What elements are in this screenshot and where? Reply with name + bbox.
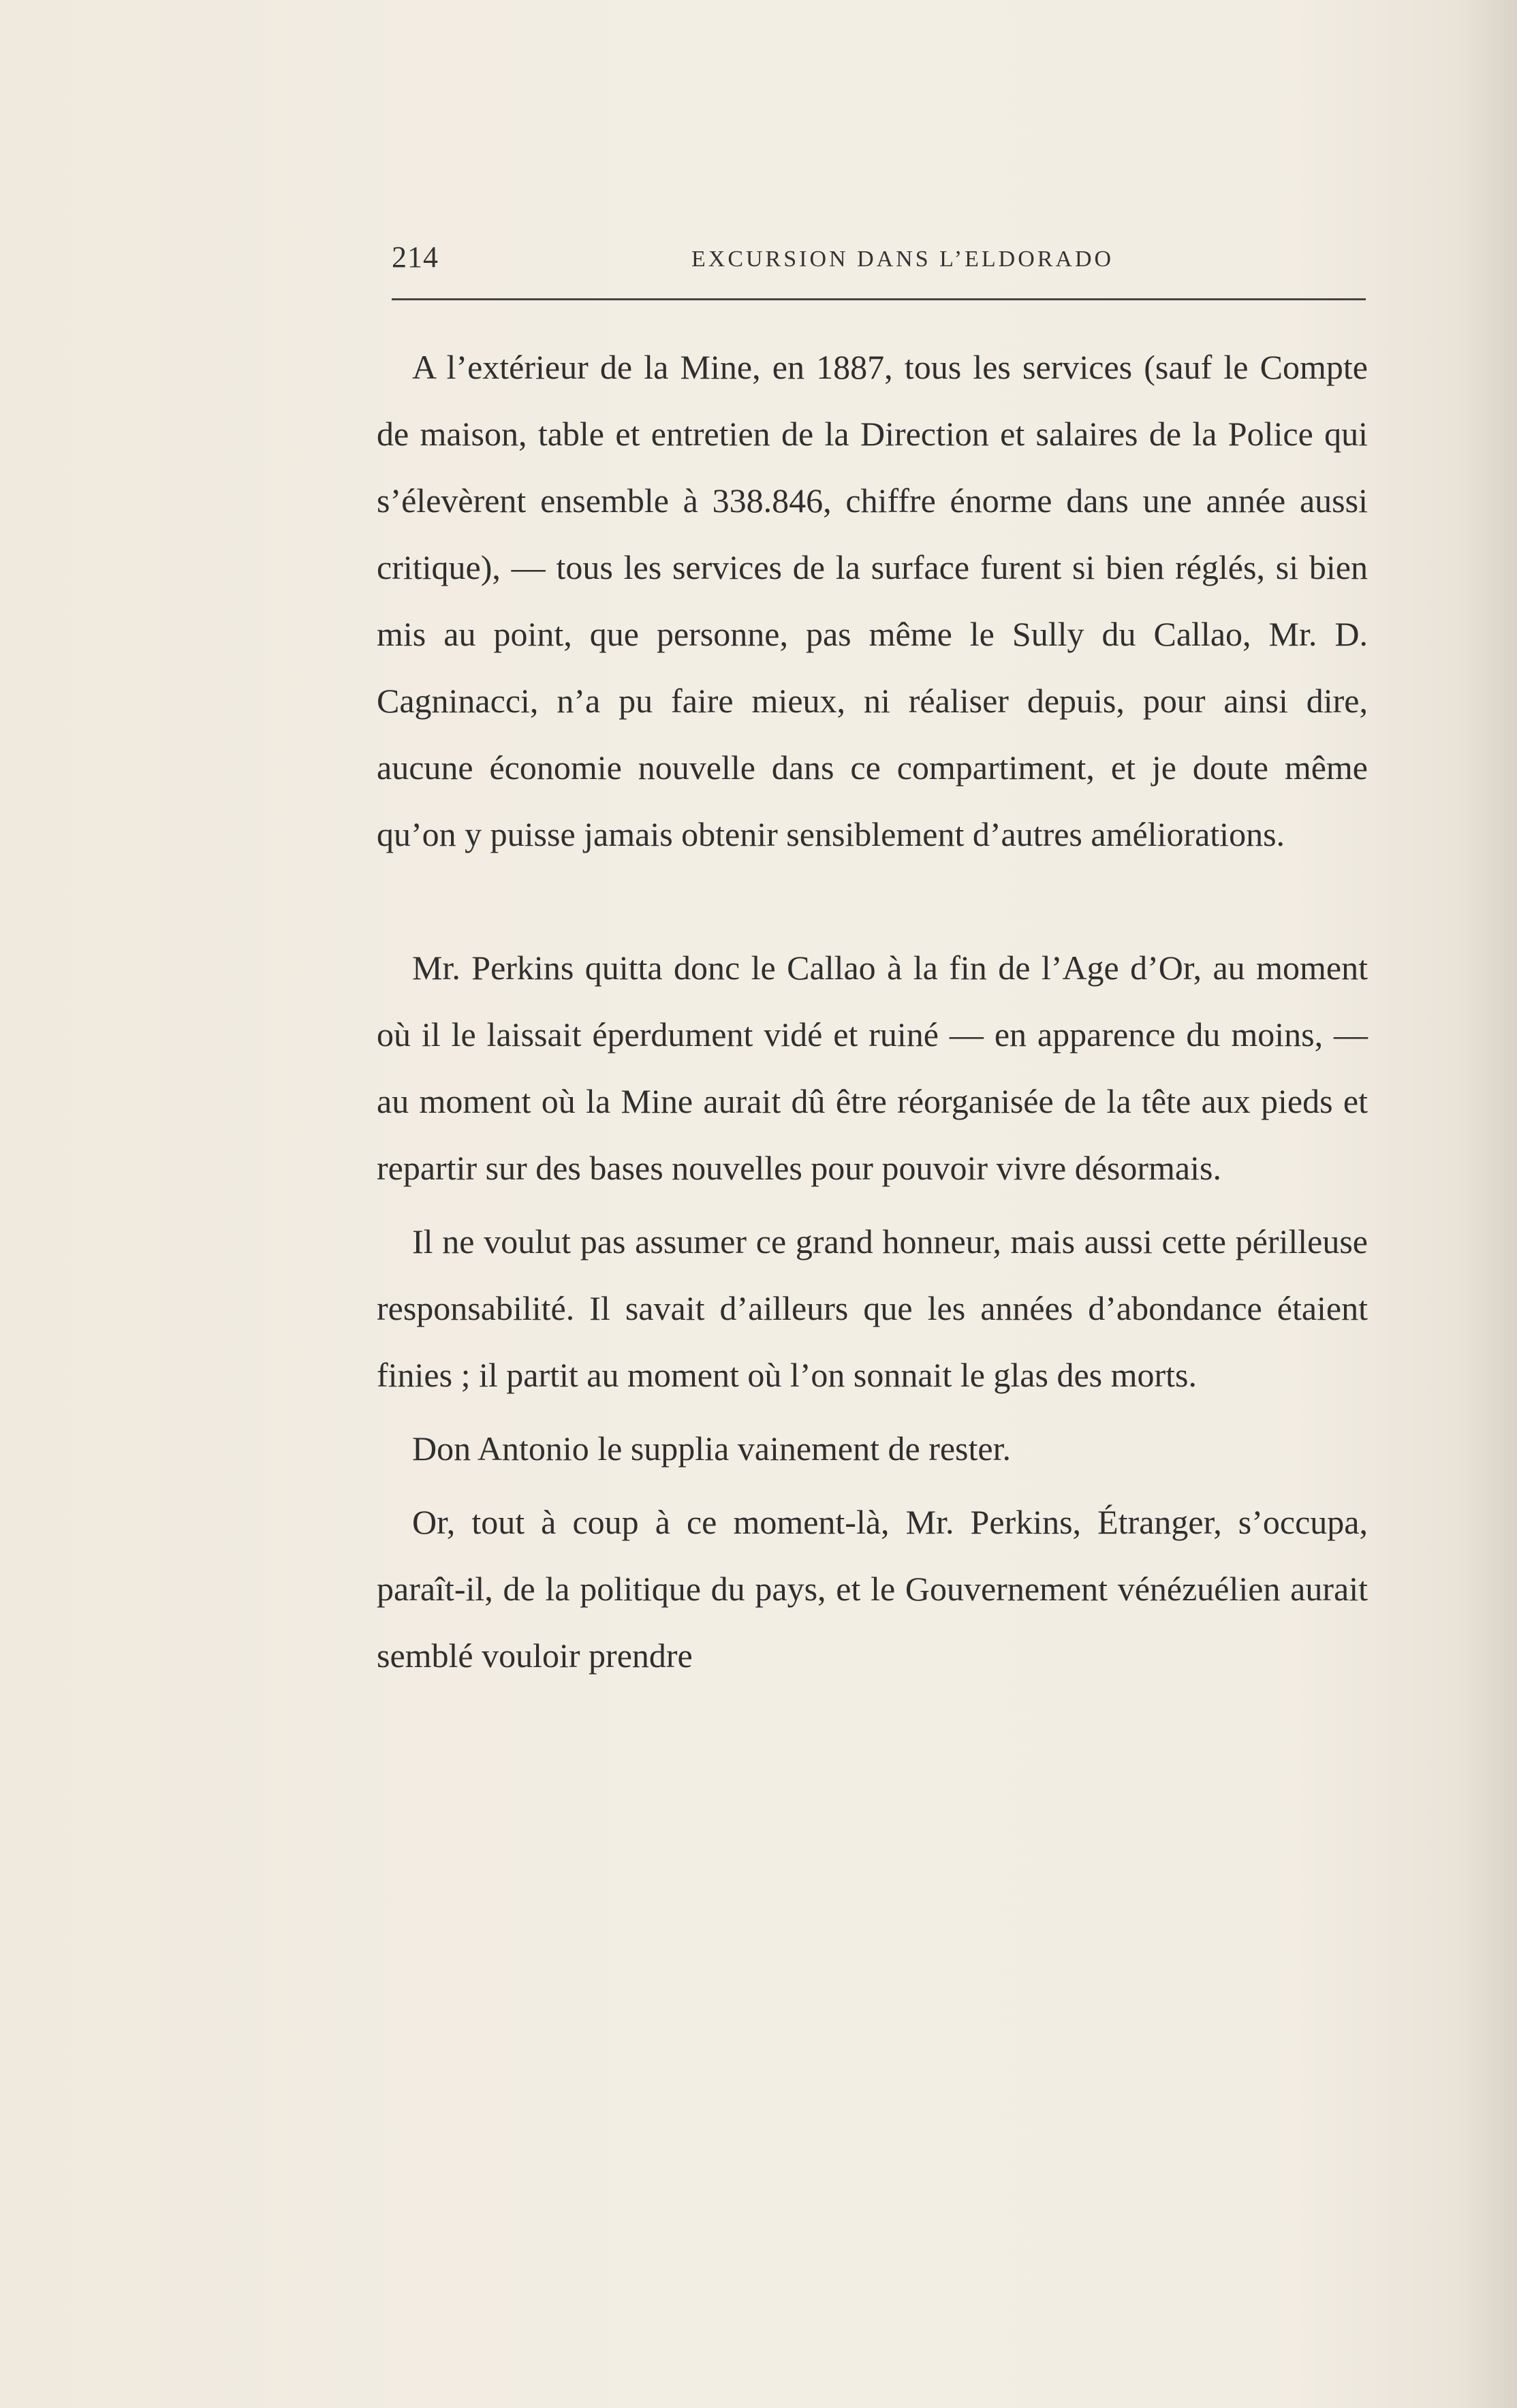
paragraph-exterior-services: A l’extérieur de la Mine, en 1887, tous les services (sauf le Compte de maison, table et entretien de la Direction et salaires de la Police qui s’élevèrent ensemble à 338.846, chiffre énorme dans une année aussi critique), — tous les services de la surface furent si bien réglés, si bien mis au point, que personne, pas même le Sully du Callao, Mr. D. Cagninacci, n’a pu faire mieux, ni réaliser depuis, pour ainsi dire, aucune économie nouvelle dans ce compartiment, et je doute même qu’on y puisse jamais obtenir sensiblement d’autres améliorations. [377,348,1368,853]
paragraph-don-antonio: Don Antonio le supplia vainement de rester. [412,1429,1011,1468]
running-head [392,240,1366,287]
paragraph-responsibility: Il ne voulut pas assumer ce grand honneur, mais aussi cette périlleuse responsabilité. Il savait d’ailleurs que les années d’abondance étaient finies ; il partit au moment où l’on sonnait le glas des morts. [377,1222,1368,1394]
header-rule [392,298,1366,300]
page-number: 214 [392,240,439,274]
running-title: EXCURSION DANS L’ELDORADO [691,247,1114,272]
body-text [377,334,1368,1689]
paragraph-politics: Or, tout à coup à ce moment-là, Mr. Perkins, Étranger, s’occupa, paraît-il, de la politique du pays, et le Gouvernement vénézuélien aurait semblé vouloir prendre [377,1503,1368,1675]
paragraph-perkins-departure: Mr. Perkins quitta donc le Callao à la fin de l’Age d’Or, au moment où il le laissait éperdument vidé et ruiné — en apparence du moins, — au moment où la Mine aurait dû être réorganisée de la tête aux pieds et repartir sur des bases nouvelles pour pouvoir vivre désormais. [377,949,1368,1187]
